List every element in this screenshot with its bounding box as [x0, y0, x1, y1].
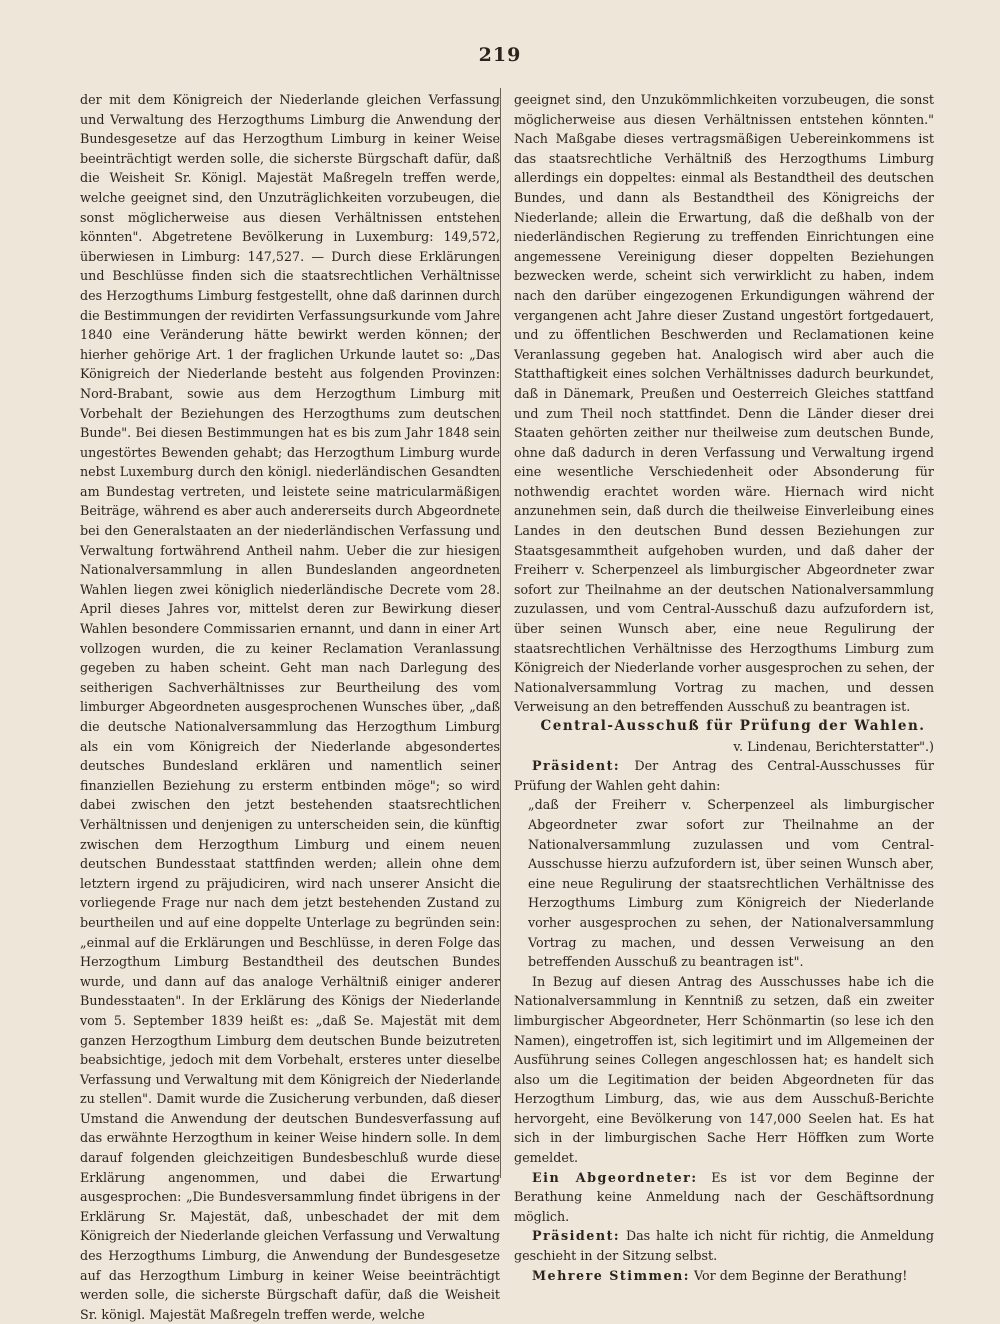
speaker-label: Ein Abgeordneter: — [532, 1169, 698, 1185]
president-motion: Präsident: Der Antrag des Central-Ausschusses für Prüfung der Wahlen geht dahin: — [514, 758, 934, 793]
section-heading: Central-Ausschuß für Prüfung der Wahlen. — [540, 718, 926, 734]
left-column — [80, 90, 500, 1324]
speaker-label: Mehrere Stimmen: — [532, 1267, 690, 1283]
page-number: 219 — [478, 44, 522, 66]
right-column — [514, 90, 934, 1285]
voices-remark: Mehrere Stimmen: Vor dem Beginne der Berathung! — [532, 1267, 908, 1283]
president-reply: Präsident: Das halte ich nicht für richtig, die Anmeldung geschieht in der Sitzung selbst. — [514, 1228, 934, 1264]
deputy-remark: Ein Abgeordneter: Es ist vor dem Beginne der Berathung keine Anmeldung nach der Geschäftsordnung möglich. — [514, 1169, 934, 1224]
motion-quote: „daß der Freiherr v. Scherpenzeel als limburgischer Abgeordneter zwar sofort zur Theilnahme an der Nationalversammlung zuzulassen und vom Central-Ausschusse hierzu aufzufordern ist, über seinen Wunsch aber, eine neue Regulirung der staatsrechtlichen Verhältnisse des Herzogthums Limburg zum Königreich der Niederlande vorher ausgesprochen zu sehen, der Nationalversammlung Vortrag zu machen, und dessen Verweisung an den betreffenden Ausschuß zu beantragen ist". — [528, 797, 934, 970]
column-divider — [500, 88, 501, 1178]
speaker-label: Präsident: — [532, 758, 621, 774]
left-column-text: der mit dem Königreich der Niederlande gleichen Verfassung und Verwaltung des Herzogthums Limburg die Anwendung der Bundesgesetze auf das Herzogthum Limburg in keiner Weise beeinträchtigt werden solle, die sicherste Bürgschaft dafür, daß die Weisheit Sr. Königl. Majestät Maßregeln treffen werde, welche geeignet sind, den Unzuträglichkeiten vorzubeugen, die sonst möglicherweise aus diesen Verhältnissen entstehen könnten". Abgetretene Bevölkerung in Luxemburg: 149,572, überwiesen in Limburg: 147,527. — Durch diese Erklärungen und Beschlüsse finden sich die staatsrechtlichen Verhältnisse des Herzogthums Limburg festgestellt, ohne daß darinnen durch die Bestimmungen der revidirten Verfassungsurkunde vom Jahre 1840 eine Veränderung hätte bewirkt werden können; der hierher gehörige Art. 1 der fraglichen Urkunde lautet so: „Das Königreich der Niederlande besteht aus folgenden Provinzen: Nord-Brabant, sowie aus dem Herzogthum Limburg mit Vorbehalt der Beziehungen des Herzogthums zum deutschen Bunde". Bei diesen Bestimmungen hat es bis zum Jahr 1848 sein ungestörtes Bewenden gehabt; das Herzogthum Limburg wurde nebst Luxemburg durch den königl. niederländischen Gesandten am Bundestag vertreten, und leistete seine matricularmäßigen Beiträge, während es aber auch andererseits durch Abgeordnete bei den Generalstaaten an der niederländischen Verfassung und Verwaltung fortwährend Antheil nahm. Ueber die zur hiesigen Nationalversammlung in allen Bundeslanden angeordneten Wahlen liegen zwei königlich niederländische Decrete vom 28. April dieses Jahres vor, mittelst deren zur Bewirkung dieser Wahlen besondere Commissarien ernannt, und dann in einer Art vollzogen wurden, die zu keiner Reclamation Veranlassung gegeben zu haben scheint. Geht man nach Darlegung des seitherigen Sachverhältnisses zur Beurtheilung des vom limburger Abgeordneten ausgesprochenen Wunsches über, „daß die deutsche Nationalversammlung das Herzogthum Limburg als ein vom Königreich der Niederlande abgesondertes deutsches Bundesland erklären und namentlich seiner finanziellen Beziehung zu ersterm entbinden möge"; so wird dabei zwischen den jetzt bestehenden staatsrechtlichen Verhältnissen und denjenigen zu unterscheiden sein, die künftig zwischen dem Herzogthum Limburg und einem neuen deutschen Bundesstaat stattfinden werden; allein ohne dem letztern irgend zu präjudiciren, wird nach unserer Ansicht die vorliegende Frage nur nach dem jetzt bestehenden Zustand zu beurtheilen und auf eine doppelte Unterlage zu begründen sein: „einmal auf die Erklärungen und Beschlüsse, in deren Folge das Herzogthum Limburg Bestandtheil des deutschen Bundes wurde, und dann auf das analoge Verhältniß einiger anderer Bundesstaaten". In der Erklärung des Königs der Niederlande vom 5. September 1839 heißt es: „daß Se. Majestät mit dem ganzen Herzogthum Limburg dem deutschen Bunde beizutreten beabsichtige, jedoch mit dem Vorbehalt, ersteres unter dieselbe Verfassung und Verwaltung mit dem Königreich der Niederlande zu stellen". Damit wurde die Zusicherung verbunden, daß dieser Umstand die Anwendung der deutschen Bundesverfassung auf das erwähnte Herzogthum in keiner Weise hindern solle. In dem darauf folgenden gleichzeitigen Bundesbeschluß wurde diese Erklärung angenommen, und dabei die Erwartung ausgesprochen: „Die Bundesversammlung findet übrigens in der Erklärung Sr. Majestät, daß, unbeschadet der mit dem Königreich der Niederlande gleichen Verfassung und Verwaltung des Herzogthums Limburg, die Anwendung der Bundesgesetze auf das Herzogthum Limburg in keiner Weise beeinträchtigt werden solle, die sicherste Bürgschaft dafür, daß die Weisheit Sr. königl. Majestät Maßregeln treffen werde, welche — [80, 92, 500, 1322]
president-statement: In Bezug auf diesen Antrag des Ausschusses habe ich die Nationalversammlung in Kenntniß zu setzen, daß ein zweiter limburgischer Abgeordneter, Herr Schönmartin (so lese ich den Namen), eingetroffen ist, sich legitimirt und im Allgemeinen der Ausführung seines Collegen angeschlossen hat; es handelt sich also um die Legitimation der beiden Abgeordneten für das Herzogthum Limburg, das, wie aus dem Ausschuß-Berichte hervorgeht, eine Bevölkerung von 147,000 Seelen hat. Es hat sich in der limburgischen Sache Herr Höffken zum Worte gemeldet. — [514, 973, 934, 1166]
paragraph-continuation: geeignet sind, den Unzukömmlichkeiten vorzubeugen, die sonst möglicherweise aus diesen Verhältnissen entstehen könnten." Nach Maßgabe dieses vertragsmäßigen Uebereinkommens ist das staatsrechtliche Verhältniß des Herzogthums Limburg allerdings ein doppeltes: einmal als Bestandtheil des deutschen Bundes, und dann als Bestandtheil des Königreichs der Niederlande; allein die Erwartung, daß die deßhalb von der niederländischen Regierung zu treffenden Einrichtungen eine angemessene Vereinigung dieser doppelten Beziehungen bezwecken werde, scheint sich verwirklicht zu haben, indem nach den darüber eingezogenen Erkundigungen während der vergangenen acht Jahre dieser Zustand ungestört fortgedauert, und zu öffentlichen Beschwerden und Reclamationen keine Veranlassung gegeben hat. Analogisch wird aber auch die Statthaftigkeit eines solchen Verhältnisses dadurch beurkundet, daß in Dänemark, Preußen und Oesterreich Gleiches stattfand und zum Theil noch stattfindet. Denn die Länder dieser drei Staaten gehörten zeither nur theilweise zum deutschen Bunde, ohne daß dadurch in deren Verfassung und Verwaltung irgend eine wesentliche Verschiedenheit oder Absonderung für nothwendig erachtet worden wäre. Hiernach wird nicht anzunehmen sein, daß durch die theilweise Einverleibung eines Landes in den deutschen Bund dessen Beziehungen zur Staatsgesammtheit aufgehoben wurden, und daß daher der Freiherr v. Scherpenzeel als limburgischer Abgeordneter zwar sofort zur Theilnahme an der deutschen Nationalversammlung zuzulassen, und vom Central-Ausschuß dazu aufzufordern ist, über seinen Wunsch aber, eine neue Regulirung der staatsrechtlichen Verhältnisse des Herzogthums Limburg zum Königreich der Niederlande vorher ausgesprochen zu sehen, der Nationalversammlung Vortrag zu machen, und dessen Verweisung an den betreffenden Ausschuß zu beantragen ist. — [514, 92, 934, 715]
section-subheading: v. Lindenau, Berichterstatter".) — [733, 738, 934, 754]
speaker-label: Präsident: — [532, 1228, 621, 1244]
